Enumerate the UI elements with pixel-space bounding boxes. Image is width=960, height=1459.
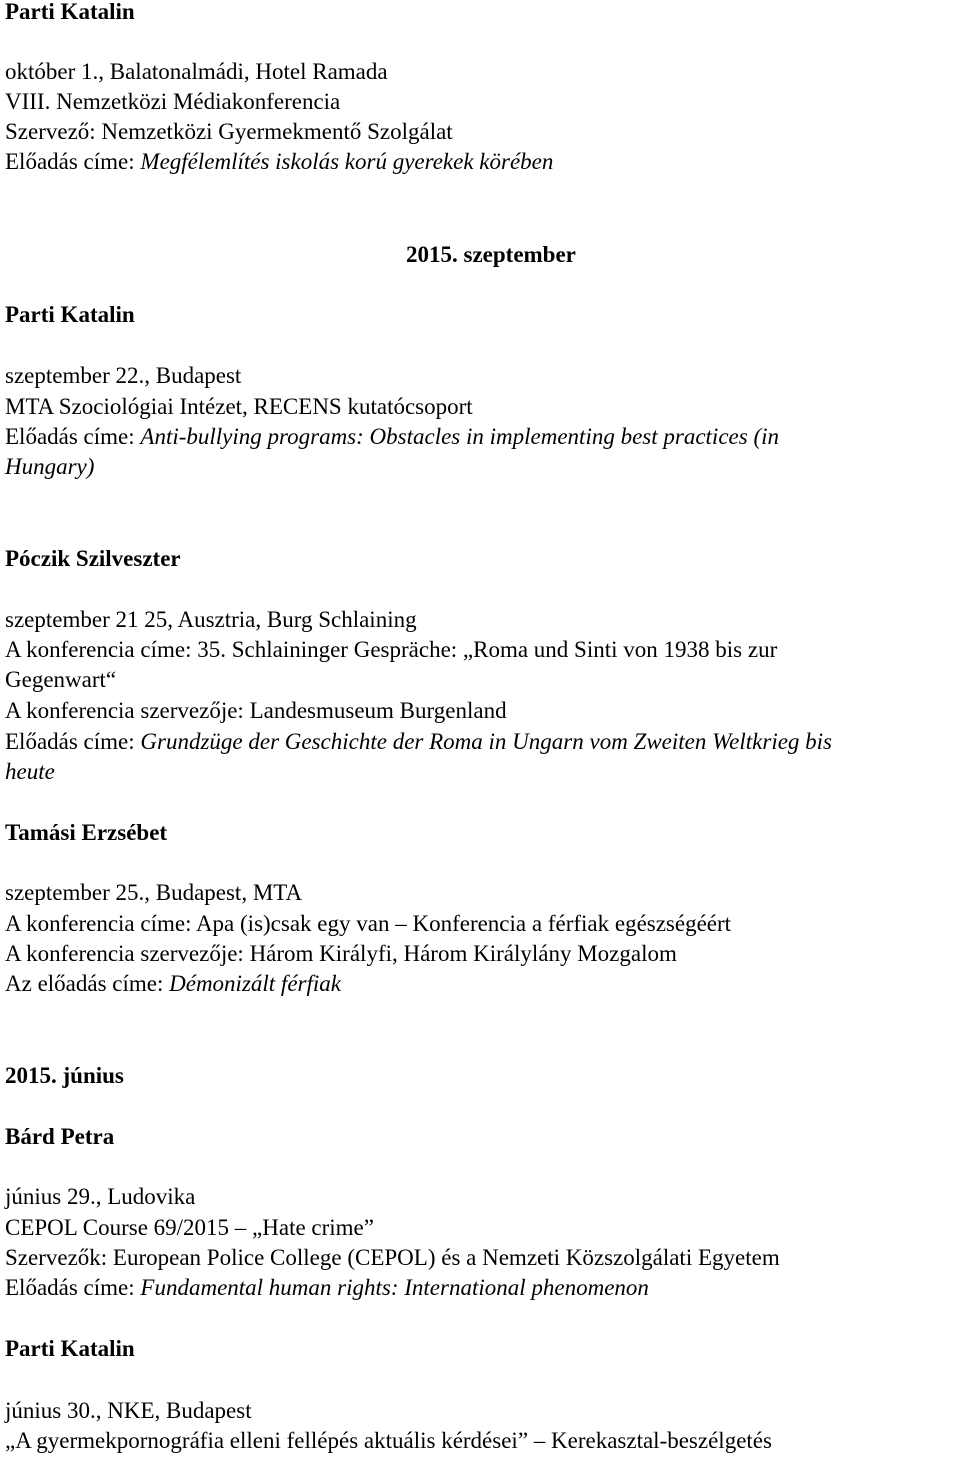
talk-title: Megfélemlítés iskolás korú gyerekek körében — [140, 149, 554, 174]
event-organization: MTA Szociológiai Intézet, RECENS kutatócsoport — [5, 394, 473, 419]
talk-title: Anti-bullying programs: Obstacles in implementing best practices (in — [140, 424, 779, 449]
presenter-name: Póczik Szilveszter — [5, 546, 181, 571]
presenter-name: Parti Katalin — [5, 0, 135, 24]
talk-label: Az előadás címe: — [5, 971, 170, 996]
conference-title: A konferencia címe: 35. Schlaininger Gespräche: „Roma und Sinti von 1938 bis zur — [5, 637, 778, 662]
event-date: október 1., Balatonalmádi, Hotel Ramada — [5, 59, 388, 84]
presenter-name: Parti Katalin — [5, 1336, 135, 1361]
event-date: szeptember 22., Budapest — [5, 363, 242, 388]
event-date: szeptember 25., Budapest, MTA — [5, 880, 303, 905]
event-date: június 30., NKE, Budapest — [5, 1398, 252, 1423]
presenter-name: Tamási Erzsébet — [5, 820, 168, 845]
conference-organizer: A konferencia szervezője: Landesmuseum Burgenland — [5, 698, 507, 723]
conference-title-continued: Gegenwart“ — [5, 667, 117, 692]
talk-label: Előadás címe: — [5, 729, 141, 754]
talk-label: Előadás címe: — [5, 424, 141, 449]
course-title: CEPOL Course 69/2015 – „Hate crime” — [5, 1215, 374, 1240]
event-title: VIII. Nemzetközi Médiakonferencia — [5, 89, 341, 114]
talk-title: Grundzüge der Geschichte der Roma in Ungarn vom Zweiten Weltkrieg bis — [140, 729, 833, 754]
month-heading-september: 2015. szeptember — [406, 242, 576, 267]
presenter-name: Parti Katalin — [5, 302, 135, 327]
talk-title: Fundamental human rights: International phenomenon — [140, 1275, 649, 1300]
conference-title: A konferencia címe: Apa (is)csak egy van – Konferencia a férfiak egészségéért — [5, 911, 732, 936]
talk-title-line — [5, 147, 553, 177]
talk-title-line — [5, 727, 832, 757]
talk-title: „A gyermekpornográfia elleni fellépés aktuális kérdései” – Kerekasztal-beszélgetés — [5, 1428, 772, 1453]
talk-title-line — [5, 969, 341, 999]
talk-title-continued: Hungary) — [5, 454, 95, 479]
talk-label: Előadás címe: — [5, 1275, 141, 1300]
event-organizer: Szervező: Nemzetközi Gyermekmentő Szolgálat — [5, 119, 453, 144]
talk-title-line — [5, 1273, 649, 1303]
conference-organizer: A konferencia szervezője: Három Királyfi, Három Királylány Mozgalom — [5, 941, 677, 966]
talk-title-continued: heute — [5, 759, 55, 784]
talk-title: Démonizált férfiak — [169, 971, 341, 996]
month-heading-june: 2015. június — [5, 1063, 124, 1088]
event-date: június 29., Ludovika — [5, 1184, 196, 1209]
talk-title-line — [5, 422, 779, 452]
talk-label: Előadás címe: — [5, 149, 141, 174]
presenter-name: Bárd Petra — [5, 1124, 115, 1149]
event-date: szeptember 21 25, Ausztria, Burg Schlaining — [5, 607, 417, 632]
event-organizers: Szervezők: European Police College (CEPOL) és a Nemzeti Közszolgálati Egyetem — [5, 1245, 780, 1270]
